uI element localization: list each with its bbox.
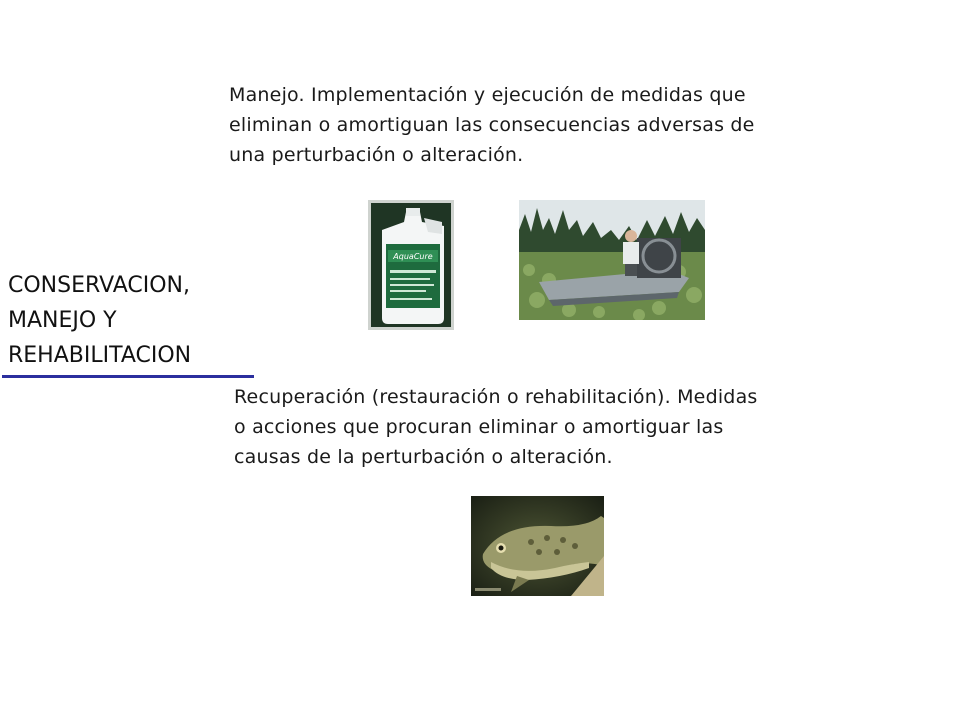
manejo-line-2: eliminan o amortiguan las consecuencias adversas de <box>229 114 755 136</box>
product-label-text: AquaCure <box>393 252 433 261</box>
title-underline <box>2 375 254 378</box>
fish-photo <box>471 496 604 596</box>
manejo-definition <box>229 80 755 170</box>
airboat-photo <box>519 200 705 320</box>
recuperacion-definition <box>234 382 758 472</box>
recuperacion-line-2: o acciones que procuran eliminar o amortiguar las <box>234 416 724 438</box>
recuperacion-line-1: Recuperación (restauración o rehabilitación). Medidas <box>234 386 758 408</box>
section-title-line-1: CONSERVACION, <box>8 273 191 298</box>
section-title-line-3: REHABILITACION <box>8 343 192 368</box>
section-title-line-2: MANEJO Y <box>8 308 117 333</box>
product-jug-image <box>368 200 454 330</box>
manejo-line-3: una perturbación o alteración. <box>229 144 524 166</box>
recuperacion-line-3: causas de la perturbación o alteración. <box>234 446 613 468</box>
section-title <box>8 268 191 373</box>
manejo-line-1: Manejo. Implementación y ejecución de medidas que <box>229 84 746 106</box>
